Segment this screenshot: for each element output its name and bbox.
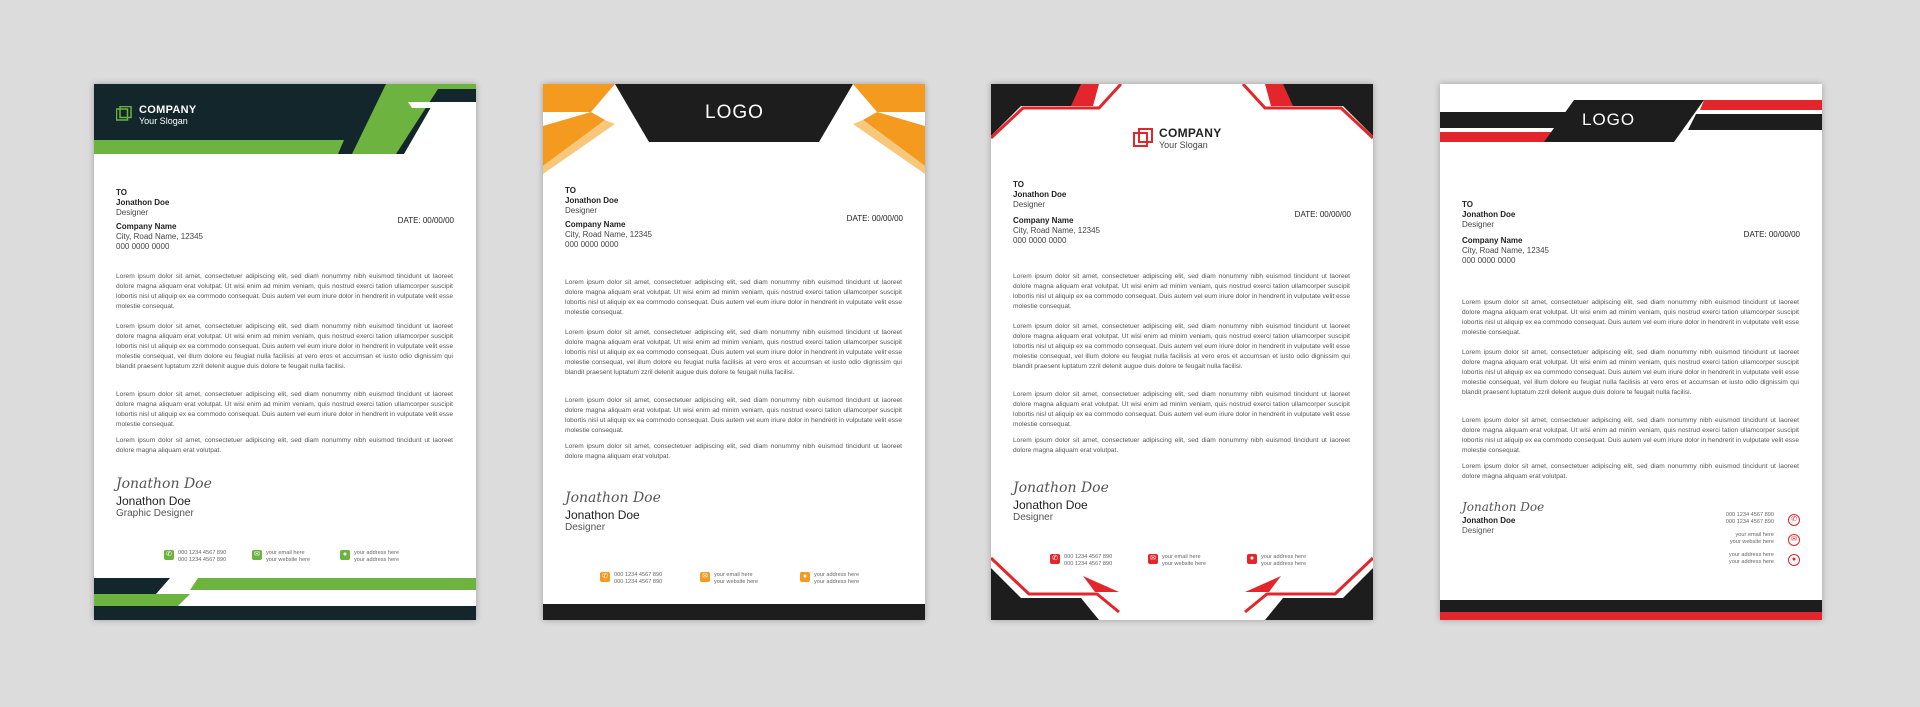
- email-icon: ✉: [252, 550, 262, 560]
- signature: Jonathon Doe: [116, 476, 212, 492]
- address-text-1: your address here: [354, 550, 400, 556]
- phone-line: 000 0000 0000: [1462, 256, 1516, 265]
- letterhead-green: [94, 84, 476, 620]
- contact-email-text: [1730, 532, 1774, 545]
- address-text-1: your address here: [1261, 554, 1307, 560]
- phone-line: 000 0000 0000: [565, 240, 619, 249]
- date-line: DATE: 00/00/00: [1294, 210, 1351, 219]
- email-icon: ✉: [1148, 554, 1158, 564]
- contact-email: [252, 550, 310, 563]
- logo-text: LOGO: [705, 102, 764, 123]
- signature: Jonathon Doe: [1462, 500, 1545, 514]
- email-text: your email here: [714, 572, 753, 578]
- address-text-2: your address here: [1728, 558, 1774, 565]
- company-logo-icon: [1133, 128, 1153, 148]
- to-label: TO: [565, 186, 576, 195]
- phone-2: 000 1234 4567 890: [1064, 560, 1113, 567]
- email-text: your email here: [1735, 532, 1774, 538]
- phone-line: 000 0000 0000: [1013, 236, 1067, 245]
- email-icon: ✉: [1788, 534, 1800, 546]
- body-paragraph: Lorem ipsum dolor sit amet, consectetuer adipiscing elit, sed diam nonummy nibh euismod tincidunt ut laoreet dolore magna aliquam erat volutpat. Ut wisi enim ad minim veniam, quis nostrud exerci tation ullamcorper suscipit lobortis nisl ut aliquip ex ea commodo consequat. Duis autem vel eum iriure dolor in hendrerit in vulputate velit esse molestie consequat.: [1013, 391, 1350, 428]
- contact-phone: [600, 572, 662, 585]
- address-text-2: your address here: [1261, 560, 1307, 567]
- phone-icon: ✆: [164, 550, 174, 560]
- body-paragraph: Lorem ipsum dolor sit amet, consectetuer adipiscing elit, sed diam nonummy nibh euismod tincidunt ut laoreet dolore magna aliquam erat volutpat.: [1462, 463, 1799, 480]
- address-text-2: your address here: [814, 578, 860, 585]
- company-logo-icon: [116, 106, 132, 122]
- contact-phone: [1050, 554, 1112, 567]
- contact-email: [1148, 554, 1206, 567]
- logo-text: LOGO: [1582, 110, 1636, 129]
- signer-role: Designer: [565, 522, 606, 533]
- address-line: City, Road Name, 12345: [565, 230, 653, 239]
- email-icon: ✉: [700, 572, 710, 582]
- location-icon: ●: [800, 572, 810, 582]
- recipient-role: Designer: [116, 208, 149, 217]
- recipient-name: Jonathon Doe: [1462, 210, 1516, 219]
- body-paragraph: Lorem ipsum dolor sit amet, consectetuer adipiscing elit, sed diam nonummy nibh euismod tincidunt ut laoreet dolore magna aliquam erat volutpat. Ut wisi enim ad minim veniam, quis nostrud exerci tation ullamcorper suscipit lobortis nisl ut aliquip ex ea commodo consequat. Duis autem vel eum iriure dolor in hendrerit in vulputate velit esse molestie consequat.: [1462, 417, 1799, 454]
- company-name: COMPANY: [1159, 126, 1222, 140]
- to-label: TO: [116, 188, 127, 197]
- location-icon: ●: [1247, 554, 1257, 564]
- signer-name: Jonathon Doe: [116, 494, 191, 508]
- company-name-line: Company Name: [1462, 236, 1523, 245]
- address-line: City, Road Name, 12345: [116, 232, 204, 241]
- phone-1: 000 1234 4567 890: [178, 550, 227, 556]
- phone-line: 000 0000 0000: [116, 242, 170, 251]
- signer-name: Jonathon Doe: [1013, 498, 1088, 512]
- contact-address-text: [1729, 552, 1774, 565]
- email-text: your email here: [1162, 554, 1201, 560]
- location-icon: ●: [1788, 554, 1800, 566]
- phone-icon: ✆: [1050, 554, 1060, 564]
- phone-1: 000 1234 4567 890: [614, 572, 663, 578]
- contact-phone-text: [1726, 512, 1774, 525]
- letterhead-orange: [543, 84, 925, 620]
- body-paragraph: Lorem ipsum dolor sit amet, consectetuer adipiscing elit, sed diam nonummy nibh euismod tincidunt ut laoreet dolore magna aliquam erat volutpat. Ut wisi enim ad minim veniam, quis nostrud exerci tation ullamcorper suscipit lobortis nisl ut aliquip ex ea commodo consequat. Duis autem vel eum iriure dolor in hendrerit in vulputate velit esse molestie consequat.: [1013, 273, 1350, 310]
- company-slogan: Your Slogan: [139, 116, 188, 126]
- letterhead-red-stripes: [1440, 84, 1822, 620]
- body-paragraph: Lorem ipsum dolor sit amet, consectetuer adipiscing elit, sed diam nonummy nibh euismod tincidunt ut laoreet dolore magna aliquam erat volutpat. Ut wisi enim ad minim veniam, quis nostrud exerci tation ullamcorper suscipit lobortis nisl ut aliquip ex ea commodo consequat. Duis autem vel eum iriure dolor in hendrerit in vulputate velit esse molestie consequat.: [116, 273, 453, 310]
- email-text: your email here: [266, 550, 305, 556]
- body-paragraph: Lorem ipsum dolor sit amet, consectetuer adipiscing elit, sed diam nonummy nibh euismod tincidunt ut laoreet dolore magna aliquam erat volutpat. Ut wisi enim ad minim veniam, quis nostrud exerci tation ullamcorper suscipit lobortis nisl ut aliquip ex ea commodo consequat. Duis autem vel eum iriure dolor in hendrerit in vulputate velit esse molestie consequat.: [565, 397, 902, 434]
- date-line: DATE: 00/00/00: [846, 214, 903, 223]
- address-line: City, Road Name, 12345: [1013, 226, 1101, 235]
- body-paragraph: Lorem ipsum dolor sit amet, consectetuer adipiscing elit, sed diam nonummy nibh euismod tincidunt ut laoreet dolore magna aliquam erat volutpat.: [116, 437, 453, 454]
- date-line: DATE: 00/00/00: [397, 216, 454, 225]
- phone-2: 000 1234 4567 890: [178, 556, 227, 563]
- recipient-role: Designer: [565, 206, 598, 215]
- location-icon: ●: [340, 550, 350, 560]
- recipient-role: Designer: [1462, 220, 1495, 229]
- phone-icon: ✆: [600, 572, 610, 582]
- body-paragraph: Lorem ipsum dolor sit amet, consectetuer adipiscing elit, sed diam nonummy nibh euismod tincidunt ut laoreet dolore magna aliquam erat volutpat. Ut wisi enim ad minim veniam, quis nostrud exerci tation ullamcorper suscipit lobortis nisl ut aliquip ex ea commodo consequat. Duis autem vel eum iriure dolor in hendrerit in vulputate velit esse molestie consequat.: [1462, 299, 1799, 336]
- body-paragraph: Lorem ipsum dolor sit amet, consectetuer adipiscing elit, sed diam nonummy nibh euismod tincidunt ut laoreet dolore magna aliquam erat volutpat. Ut wisi enim ad minim veniam, quis nostrud exerci tation ullamcorper suscipit lobortis nisl ut aliquip ex ea commodo consequat. Duis autem vel eum iriure dolor in hendrerit in vulputate velit esse molestie consequat, vel illum dolore eu feugiat nulla facilisis at vero eros et accumsan et iusto odio dignissim qui blandit praesent luptatum zzril delenit augue duis dolore te feugait nulla facilisi.: [116, 323, 453, 370]
- signer-name: Jonathon Doe: [565, 508, 640, 522]
- recipient-name: Jonathon Doe: [565, 196, 619, 205]
- company-slogan: Your Slogan: [1159, 140, 1208, 150]
- website-text: your website here: [1162, 560, 1207, 567]
- recipient-name: Jonathon Doe: [116, 198, 170, 207]
- contact-address: [340, 550, 399, 563]
- letterhead-red-frame: [991, 84, 1373, 620]
- company-name-line: Company Name: [1013, 216, 1074, 225]
- contact-address: [800, 572, 859, 585]
- signature: Jonathon Doe: [565, 490, 661, 506]
- recipient-name: Jonathon Doe: [1013, 190, 1067, 199]
- to-label: TO: [1013, 180, 1024, 189]
- body-paragraph: Lorem ipsum dolor sit amet, consectetuer adipiscing elit, sed diam nonummy nibh euismod tincidunt ut laoreet dolore magna aliquam erat volutpat.: [565, 443, 902, 460]
- body-paragraph: Lorem ipsum dolor sit amet, consectetuer adipiscing elit, sed diam nonummy nibh euismod tincidunt ut laoreet dolore magna aliquam erat volutpat. Ut wisi enim ad minim veniam, quis nostrud exerci tation ullamcorper suscipit lobortis nisl ut aliquip ex ea commodo consequat. Duis autem vel eum iriure dolor in hendrerit in vulputate velit esse molestie consequat, vel illum dolore eu feugiat nulla facilisis at vero eros et accumsan et iusto odio dignissim qui blandit praesent luptatum zzril delenit augue duis dolore te feugait nulla facilisi.: [565, 329, 902, 376]
- website-text: your website here: [266, 556, 311, 563]
- address-text-1: your address here: [814, 572, 860, 578]
- signature: Jonathon Doe: [1013, 480, 1109, 496]
- phone-1: 000 1234 4567 890: [1064, 554, 1113, 560]
- to-label: TO: [1462, 200, 1473, 209]
- phone-2: 000 1234 4567 890: [614, 578, 663, 585]
- address-text-2: your address here: [354, 556, 400, 563]
- company-name: COMPANY: [139, 104, 197, 116]
- signer-role: Designer: [1462, 526, 1495, 535]
- date-line: DATE: 00/00/00: [1743, 230, 1800, 239]
- address-text-1: your address here: [1728, 552, 1774, 558]
- body-paragraph: Lorem ipsum dolor sit amet, consectetuer adipiscing elit, sed diam nonummy nibh euismod tincidunt ut laoreet dolore magna aliquam erat volutpat. Ut wisi enim ad minim veniam, quis nostrud exerci tation ullamcorper suscipit lobortis nisl ut aliquip ex ea commodo consequat. Duis autem vel eum iriure dolor in hendrerit in vulputate velit esse molestie consequat.: [565, 279, 902, 316]
- website-text: your website here: [1729, 538, 1774, 545]
- body-paragraph: Lorem ipsum dolor sit amet, consectetuer adipiscing elit, sed diam nonummy nibh euismod tincidunt ut laoreet dolore magna aliquam erat volutpat. Ut wisi enim ad minim veniam, quis nostrud exerci tation ullamcorper suscipit lobortis nisl ut aliquip ex ea commodo consequat. Duis autem vel eum iriure dolor in hendrerit in vulputate velit esse molestie consequat.: [116, 391, 453, 428]
- phone-icon: ✆: [1788, 514, 1800, 526]
- recipient-role: Designer: [1013, 200, 1046, 209]
- company-name-line: Company Name: [116, 222, 177, 231]
- signer-name: Jonathon Doe: [1462, 516, 1516, 525]
- signer-role: Designer: [1013, 512, 1054, 523]
- website-text: your website here: [714, 578, 759, 585]
- signer-role: Graphic Designer: [116, 508, 194, 519]
- body-paragraph: Lorem ipsum dolor sit amet, consectetuer adipiscing elit, sed diam nonummy nibh euismod tincidunt ut laoreet dolore magna aliquam erat volutpat. Ut wisi enim ad minim veniam, quis nostrud exerci tation ullamcorper suscipit lobortis nisl ut aliquip ex ea commodo consequat. Duis autem vel eum iriure dolor in hendrerit in vulputate velit esse molestie consequat, vel illum dolore eu feugiat nulla facilisis at vero eros et accumsan et iusto odio dignissim qui blandit praesent luptatum zzril delenit augue duis dolore te feugait nulla facilisi.: [1462, 349, 1799, 396]
- body-paragraph: Lorem ipsum dolor sit amet, consectetuer adipiscing elit, sed diam nonummy nibh euismod tincidunt ut laoreet dolore magna aliquam erat volutpat. Ut wisi enim ad minim veniam, quis nostrud exerci tation ullamcorper suscipit lobortis nisl ut aliquip ex ea commodo consequat. Duis autem vel eum iriure dolor in hendrerit in vulputate velit esse molestie consequat, vel illum dolore eu feugiat nulla facilisis at vero eros et accumsan et iusto odio dignissim qui blandit praesent luptatum zzril delenit augue duis dolore te feugait nulla facilisi.: [1013, 323, 1350, 370]
- body-paragraph: Lorem ipsum dolor sit amet, consectetuer adipiscing elit, sed diam nonummy nibh euismod tincidunt ut laoreet dolore magna aliquam erat volutpat.: [1013, 437, 1350, 454]
- phone-1: 000 1234 4567 890: [1725, 512, 1774, 518]
- phone-2: 000 1234 4567 890: [1725, 518, 1774, 525]
- contact-address: [1247, 554, 1306, 567]
- address-line: City, Road Name, 12345: [1462, 246, 1550, 255]
- contact-email: [700, 572, 758, 585]
- company-name-line: Company Name: [565, 220, 626, 229]
- contact-phone: [164, 550, 226, 563]
